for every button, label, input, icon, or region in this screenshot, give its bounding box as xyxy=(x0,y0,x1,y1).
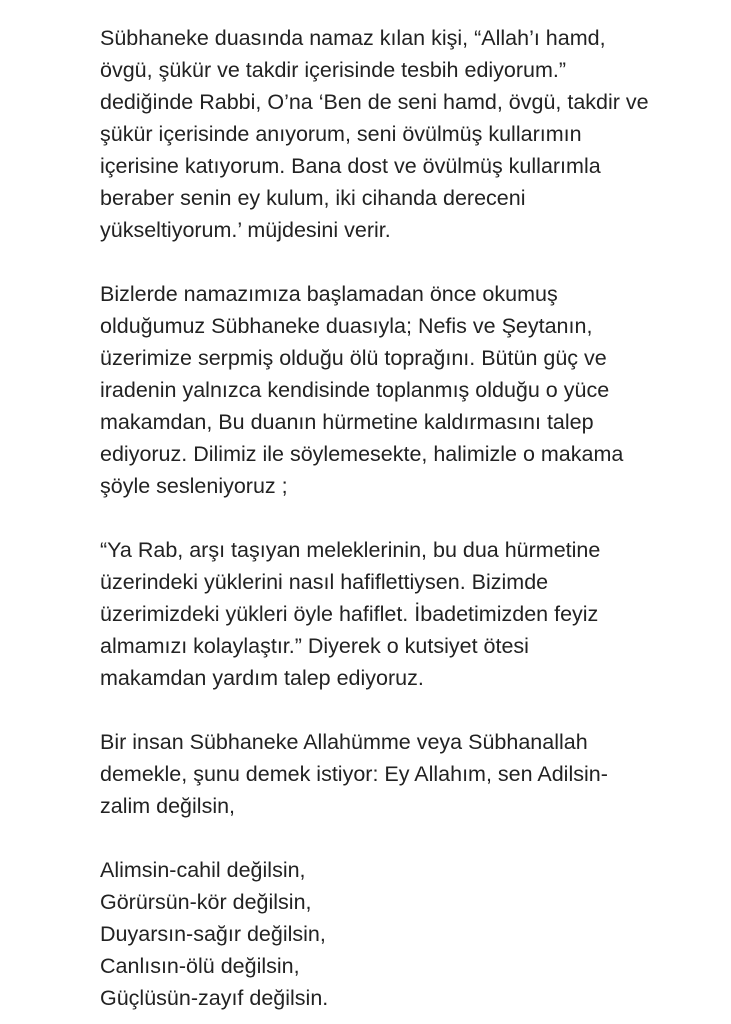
paragraph-supplication-quote xyxy=(100,534,725,694)
text-line: üzerimize serpmiş olduğu ölü toprağını. Bütün güç ve xyxy=(100,346,607,370)
text-line: ediyoruz. Dilimiz ile söylemesekte, halimizle o makama xyxy=(100,442,624,466)
text-line: yükseltiyorum.’ müjdesini verir. xyxy=(100,218,391,242)
list-item: Alimsin-cahil değilsin, xyxy=(100,858,306,882)
text-line: olduğumuz Sübhaneke duasıyla; Nefis ve Şeytanın, xyxy=(100,314,593,338)
paragraph-prayer-intent xyxy=(100,278,725,502)
document-body xyxy=(100,22,725,1014)
text-line: Bizlerde namazımıza başlamadan önce okumuş xyxy=(100,282,558,306)
text-line: “Ya Rab, arşı taşıyan meleklerinin, bu dua hürmetine xyxy=(100,538,601,562)
text-line: almamızı kolaylaştır.” Diyerek o kutsiyet ötesi xyxy=(100,634,529,658)
attributes-list xyxy=(100,854,725,1014)
text-line: içerisine katıyorum. Bana dost ve övülmüş kullarımla xyxy=(100,154,601,178)
list-item: Görürsün-kör değilsin, xyxy=(100,890,312,914)
text-line: zalim değilsin, xyxy=(100,794,236,818)
text-line: üzerindeki yüklerini nasıl hafiflettiysen. Bizimde xyxy=(100,570,549,594)
text-line: övgü, şükür ve takdir içerisinde tesbih ediyorum.” xyxy=(100,58,567,82)
text-line: Bir insan Sübhaneke Allahümme veya Sübhanallah xyxy=(100,730,588,754)
text-line: makamdan yardım talep ediyoruz. xyxy=(100,666,424,690)
text-line: beraber senin ey kulum, iki cihanda dereceni xyxy=(100,186,526,210)
text-line: iradenin yalnızca kendisinde toplanmış olduğu o yüce xyxy=(100,378,610,402)
list-item: Canlısın-ölü değilsin, xyxy=(100,954,300,978)
text-line: şükür içerisinde anıyorum, seni övülmüş kullarımın xyxy=(100,122,582,146)
text-line: Sübhaneke duasında namaz kılan kişi, “Allah’ı hamd, xyxy=(100,26,606,50)
text-line: şöyle sesleniyoruz ; xyxy=(100,474,288,498)
list-item: Duyarsın-sağır değilsin, xyxy=(100,922,326,946)
text-line: makamdan, Bu duanın hürmetine kaldırmasını talep xyxy=(100,410,594,434)
text-line: demekle, şunu demek istiyor: Ey Allahım, sen Adilsin- xyxy=(100,762,608,786)
paragraph-meaning-statement xyxy=(100,726,725,822)
paragraph-sübhaneke-meaning xyxy=(100,22,725,246)
list-item: Güçlüsün-zayıf değilsin. xyxy=(100,986,329,1010)
text-line: dediğinde Rabbi, O’na ‘Ben de seni hamd, övgü, takdir ve xyxy=(100,90,649,114)
text-line: üzerimizdeki yükleri öyle hafiflet. İbadetimizden feyiz xyxy=(100,602,599,626)
